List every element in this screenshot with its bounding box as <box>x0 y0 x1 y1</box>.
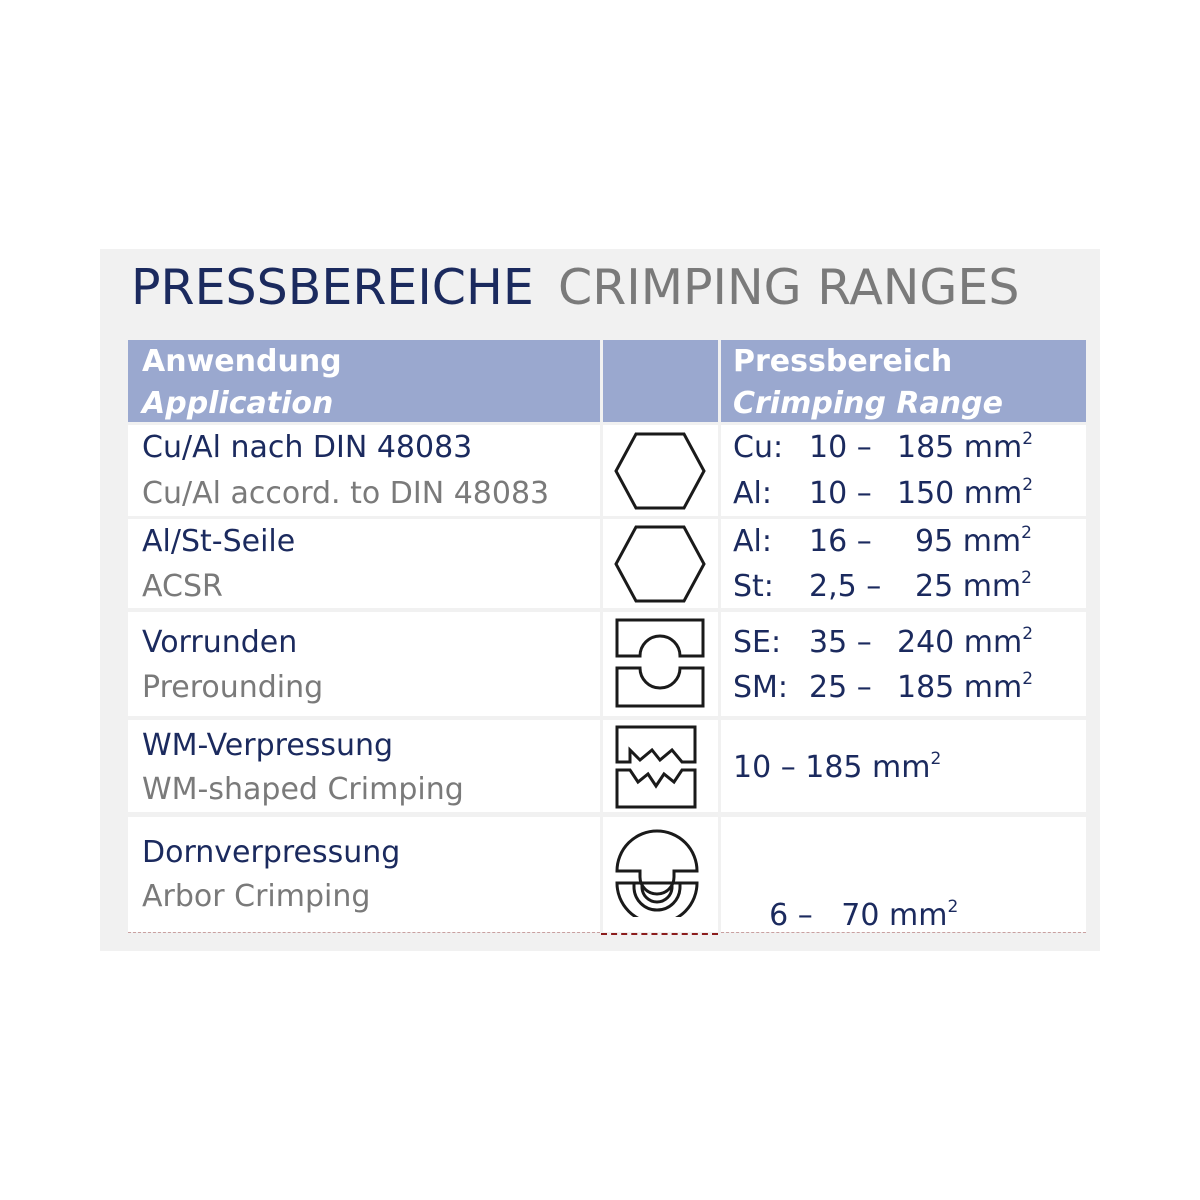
row-2-range-2-name: St: <box>733 569 774 604</box>
row-3-range-1-sup: 2 <box>1022 624 1034 644</box>
row-4-range <box>733 748 941 788</box>
row-4-range-sup: 2 <box>930 749 942 769</box>
row-3-range-2-from: 25 – <box>809 670 872 705</box>
row-1-range-1-name: Cu: <box>733 430 784 465</box>
row-2-range-1-name: Al: <box>733 524 772 559</box>
row-4-label-en: WM-shaped Crimping <box>142 772 464 807</box>
row-4-label-de: WM-Verpressung <box>142 728 394 763</box>
row-2-range-1-from: 16 – <box>809 524 872 559</box>
row-2-label-en: ACSR <box>142 569 223 604</box>
hexagon-crimp-icon <box>612 523 708 605</box>
row-1-range-1-from: 10 – <box>809 430 872 465</box>
header-range-de: Pressbereich <box>733 344 953 379</box>
row-1-range-2-from: 10 – <box>809 476 872 511</box>
header-application-de: Anwendung <box>142 344 342 379</box>
row-3-range-2-to: 185 mm <box>897 670 1023 705</box>
row-2-range-2-to: 25 mm <box>915 569 1022 604</box>
row-1-range-2-to: 150 mm <box>897 476 1023 511</box>
row-3-range-2-name: SM: <box>733 670 789 705</box>
row-2-range-1-sup: 2 <box>1021 523 1032 543</box>
row-5-label-en: Arbor Crimping <box>142 879 371 914</box>
row-1-range-1-sup: 2 <box>1022 429 1034 449</box>
title-english: CRIMPING RANGES <box>558 259 1020 316</box>
arbor-crimp-die-icon <box>612 825 702 917</box>
row-3-range-1-from: 35 – <box>809 625 872 660</box>
wm-crimp-die-icon <box>614 724 698 810</box>
header-range-en: Crimping Range <box>733 386 1003 421</box>
row-5-range <box>750 856 958 936</box>
row-4-range-value: 10 – 185 mm <box>733 750 931 785</box>
bottom-border-left <box>128 932 600 933</box>
bottom-border-middle <box>601 933 718 935</box>
row-1-range-1-to: 185 mm <box>897 430 1023 465</box>
row-2-range-1-to: 95 mm <box>915 524 1022 559</box>
header-application <box>128 340 600 422</box>
bottom-border-right <box>721 932 1086 933</box>
row-1-range-2-name: Al: <box>733 476 772 511</box>
row-3-range-2-sup: 2 <box>1022 669 1034 689</box>
title-german: PRESSBEREICHE <box>131 259 534 316</box>
row-3-range-1-to: 240 mm <box>897 625 1023 660</box>
row-1-range-2-sup: 2 <box>1022 475 1034 495</box>
header-application-en: Application <box>142 386 334 421</box>
row-5-range-sup: 2 <box>947 897 959 917</box>
prerounding-die-icon <box>614 617 706 709</box>
row-5-range-value: 6 – 70 mm <box>769 898 948 933</box>
row-2-label-de: Al/St-Seile <box>142 524 296 559</box>
row-3-label-en: Prerounding <box>142 670 324 705</box>
header-range <box>721 340 1086 422</box>
row-1-label-de: Cu/Al nach DIN 48083 <box>142 430 473 465</box>
row-1-label-en: Cu/Al accord. to DIN 48083 <box>142 476 550 511</box>
row-2-range-2-sup: 2 <box>1021 568 1032 588</box>
row-2-range-2-from: 2,5 – <box>809 569 882 604</box>
header-icon-column <box>603 340 718 422</box>
row-5-label-de: Dornverpressung <box>142 835 401 870</box>
hexagon-crimp-icon <box>612 430 708 512</box>
row-3-label-de: Vorrunden <box>142 625 298 660</box>
row-3-range-1-name: SE: <box>733 625 782 660</box>
